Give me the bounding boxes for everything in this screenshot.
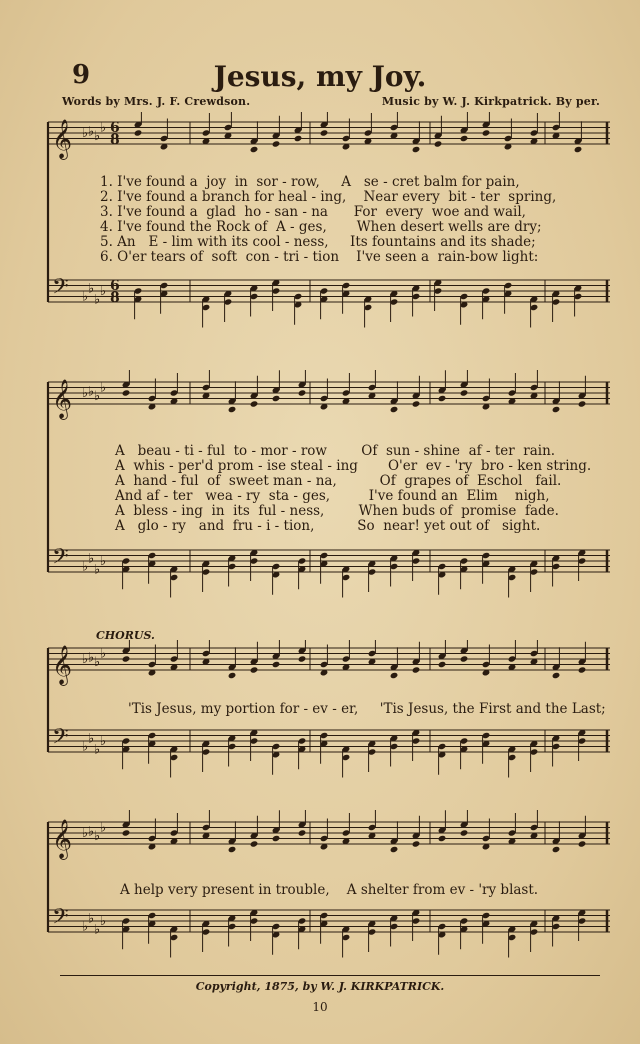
note-head [482,129,491,136]
treble-clef-icon: 𝄞 [52,645,73,685]
note-head [294,135,303,142]
chorus-line-1: 'Tis Jesus, my portion for - ev - er, 'Tis Jesus, the First and the Last; [128,701,606,717]
treble-clef-icon: 𝄞 [52,379,73,419]
note-head [552,846,561,853]
flat-icon: ♭ [100,820,107,836]
time-signature-bottom: 8 [110,290,120,306]
time-signature-bottom: 8 [110,132,120,148]
note-head [320,129,329,136]
chorus-label: CHORUS. [96,629,155,642]
flat-icon: ♭ [88,281,95,297]
note-head [122,655,131,662]
note-head [460,655,469,662]
flat-icon: ♭ [100,646,107,662]
flat-icon: ♭ [88,824,95,840]
hymn-title: Jesus, my Joy. [213,60,427,93]
verse-line: 2. I've found a branch for heal - ing, Near every bit - ter spring, [100,189,557,205]
flat-icon: ♭ [82,126,89,141]
page-number: 10 [312,1000,328,1014]
hymn-number: 9 [72,60,91,90]
flat-icon: ♭ [88,731,95,747]
flat-icon: ♭ [94,292,101,308]
note-head [412,400,421,407]
flat-icon: ♭ [100,734,107,749]
verses-block-1 [100,174,557,295]
note-head [460,829,469,836]
footer-rule [60,975,600,976]
note-head [298,655,307,662]
bass-clef-icon: 𝄢 [52,724,69,755]
bass-clef-icon: 𝄢 [52,274,69,305]
copyright: Copyright, 1875, by W. J. KIRKPATRICK. [195,980,445,993]
time-signature-top: 6 [110,278,120,294]
note-head [250,146,259,153]
note-head [460,135,469,142]
flat-icon: ♭ [88,384,95,400]
verse-line: A bless - ing in its ful - ness, When buds of promise fade. [115,503,559,519]
note-head [552,672,561,679]
note-head [134,129,143,136]
note-head [412,146,421,153]
flat-icon: ♭ [88,650,95,666]
note-head [578,840,587,847]
music-credit: Music by W. J. Kirkpatrick. By per. [381,95,600,108]
flat-icon: ♭ [94,654,101,670]
flat-icon: ♭ [94,128,101,144]
flat-icon: ♭ [82,559,89,575]
note-head [438,835,447,842]
flat-icon: ♭ [100,284,107,299]
note-head [272,140,281,147]
note-head [552,406,561,413]
treble-clef-icon: 𝄞 [52,819,73,859]
note-head [390,672,399,679]
bass-clef-icon: 𝄢 [52,904,69,935]
flat-icon: ♭ [94,562,101,578]
verse-line: 5. An E - lim with its cool - ness, Its fountains and its shade; [100,234,536,250]
note-head [390,846,399,853]
note-head [434,140,443,147]
flat-icon: ♭ [82,289,89,305]
note-head [438,395,447,402]
flat-icon: ♭ [94,922,101,938]
note-head [578,400,587,407]
treble-clef-icon: 𝄞 [52,119,73,159]
flat-icon: ♭ [82,739,89,755]
words-credit: Words by Mrs. J. F. Crewdson. [62,95,251,108]
flat-icon: ♭ [82,919,89,935]
note-head [272,835,281,842]
verse-line: A whis - per'd prom - ise steal - ing O'er ev - 'ry bro - ken string. [115,458,592,474]
verse-line: 1. I've found a joy in sor - row, A se - cret balm for pain, [100,174,520,190]
note-head [438,661,447,668]
verse-line: And af - ter wea - ry sta - ges, I've found an Elim nigh, [115,488,550,504]
flat-icon: ♭ [82,652,89,667]
note-head [272,395,281,402]
note-head [574,146,583,153]
note-head [228,406,237,413]
note-head [250,840,259,847]
verse-line: A hand - ful of sweet man - na, Of grapes of Eschol fail. [115,473,562,489]
note-head [250,400,259,407]
note-head [390,406,399,413]
flat-icon: ♭ [100,380,107,396]
verse-line: 4. I've found the Rock of A - ges, When desert wells are dry; [100,219,542,235]
note-head [298,389,307,396]
flat-icon: ♭ [94,388,101,404]
note-head [122,389,131,396]
note-head [460,389,469,396]
flat-icon: ♭ [88,911,95,927]
flat-icon: ♭ [94,828,101,844]
flat-icon: ♭ [88,124,95,140]
verse-line: A beau - ti - ful to - mor - row Of sun - shine af - ter rain. [115,443,556,459]
note-head [272,661,281,668]
bass-clef-icon: 𝄢 [52,544,69,575]
flat-icon: ♭ [88,551,95,567]
note-head [412,666,421,673]
flat-icon: ♭ [100,120,107,136]
verse-line: 3. I've found a glad ho - san - na For every woe and wail, [100,204,526,220]
note-head [228,846,237,853]
verse-line: 6. O'er tears of soft con - tri - tion I've seen a rain-bow light: [100,249,539,265]
verse-line: A glo - ry and fru - i - tion, So near! yet out of sight. [115,518,541,534]
note-head [412,840,421,847]
chorus-line-2: A help very present in trouble, A shelter from ev - 'ry blast. [120,882,539,898]
note-head [122,829,131,836]
flat-icon: ♭ [82,826,89,841]
flat-icon: ♭ [82,386,89,401]
flat-icon: ♭ [100,914,107,929]
note-head [228,672,237,679]
verses-block-2 [115,443,592,564]
note-head [578,666,587,673]
time-signature-top: 6 [110,120,120,136]
flat-icon: ♭ [100,554,107,569]
note-head [298,829,307,836]
note-head [250,666,259,673]
flat-icon: ♭ [94,742,101,758]
